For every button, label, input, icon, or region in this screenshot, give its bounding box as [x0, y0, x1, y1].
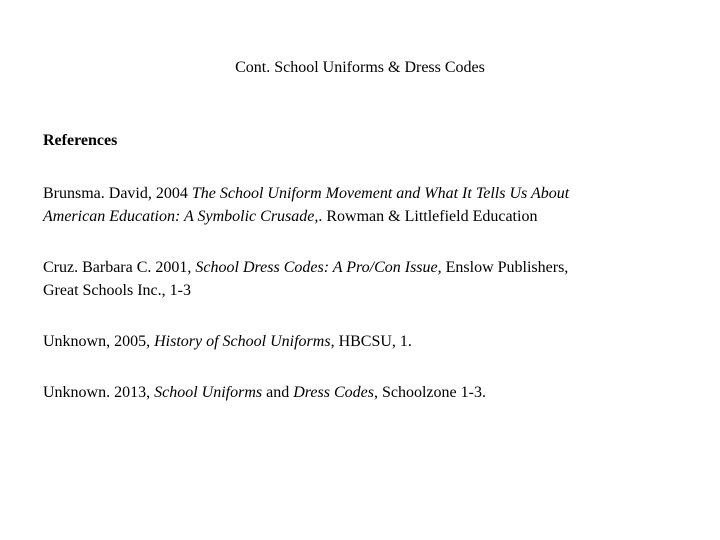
- reference-text: and: [262, 384, 294, 401]
- reference-author: Cruz. Barbara C. 2001,: [43, 259, 196, 276]
- reference-line: [43, 279, 683, 302]
- slide-title: Cont. School Uniforms & Dress Codes: [235, 59, 485, 76]
- reference-title: History of School Uniforms: [154, 333, 331, 350]
- reference-line: [43, 330, 683, 353]
- reference-publisher: , HBCSU, 1.: [330, 333, 412, 350]
- reference-entry-unknown-2005: [43, 330, 683, 353]
- reference-entry-cruz: [43, 256, 683, 302]
- reference-title: School Uniforms: [154, 384, 263, 401]
- reference-line: [43, 205, 683, 228]
- reference-title: School Dress Codes: A Pro/Con Issue,: [195, 259, 442, 276]
- reference-line: [43, 256, 683, 279]
- reference-entry-unknown-2013: [43, 381, 683, 404]
- reference-line: [43, 182, 683, 205]
- reference-line: [43, 381, 683, 404]
- reference-publisher: . Rowman & Littlefield Education: [318, 208, 538, 225]
- reference-author: Brunsma. David, 2004: [43, 185, 192, 202]
- reference-title: Dress Codes: [293, 384, 374, 401]
- reference-publisher: , Schoolzone 1-3.: [373, 384, 486, 401]
- reference-author: Unknown. 2013,: [43, 384, 155, 401]
- reference-author: Unknown, 2005,: [43, 333, 155, 350]
- reference-entry-brunsma: [43, 182, 683, 228]
- references-heading: References: [43, 132, 118, 149]
- reference-title: The School Uniform Movement and What It Tells Us About: [191, 185, 570, 202]
- reference-publisher: Great Schools Inc., 1-3: [43, 282, 191, 299]
- reference-publisher: Enslow Publishers,: [441, 259, 569, 276]
- reference-title: American Education: A Symbolic Crusade,: [43, 208, 319, 225]
